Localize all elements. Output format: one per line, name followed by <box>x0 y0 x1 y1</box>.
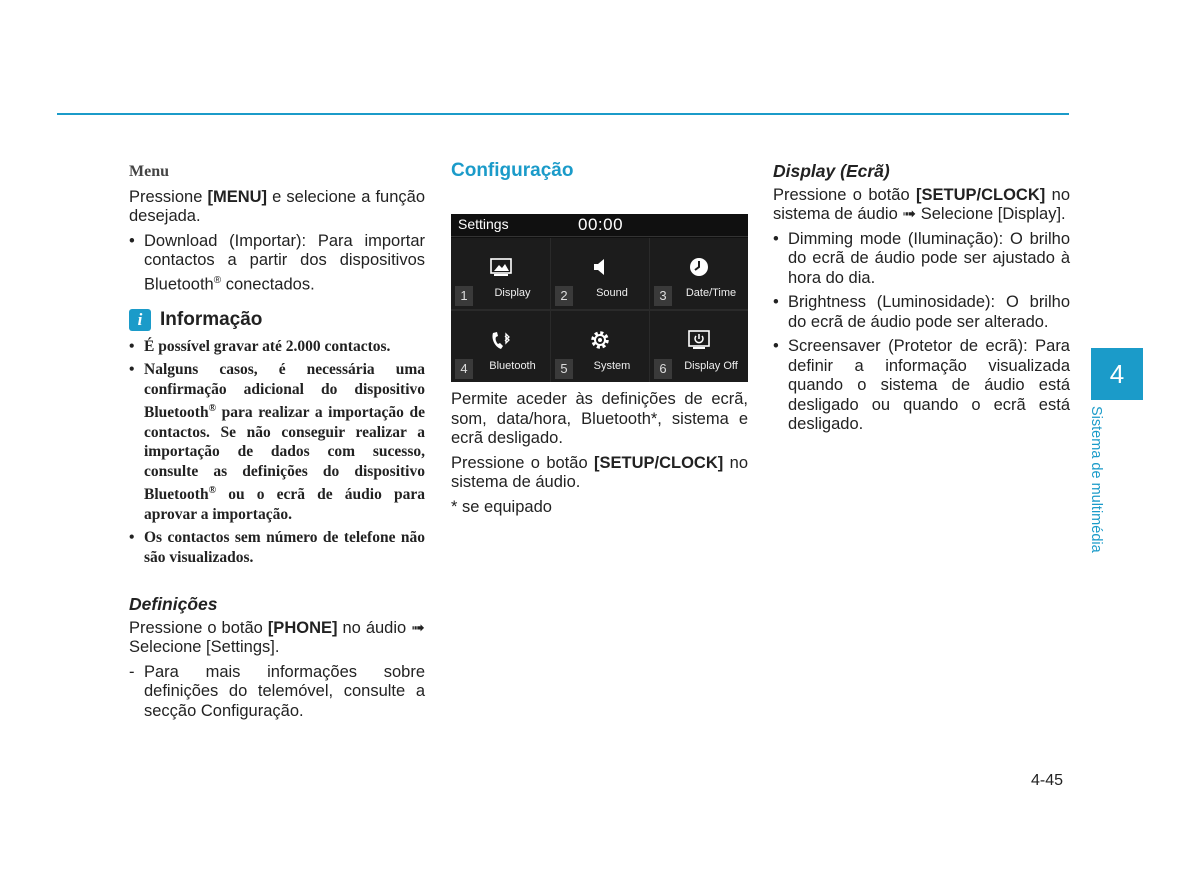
page-number: 4-45 <box>1031 772 1064 789</box>
tile-label: Sound <box>596 286 628 299</box>
tile-sound[interactable] <box>551 238 649 309</box>
chapter-title-vertical <box>1088 406 1122 576</box>
display-off-icon <box>687 329 711 351</box>
clock-icon <box>687 256 711 278</box>
tile-number: 4 <box>455 359 473 379</box>
configuracao-heading: Configuração <box>451 160 574 181</box>
configuracao-description: Permite aceder às definições de ecrã, som, data/hora, Bluetooth*, sistema e ecrã desligado. <box>451 390 748 447</box>
display-bullet: • Dimming mode (Iluminação): O brilho do ecrã de áudio pode ser ajustado à hora do dia. <box>773 230 1070 289</box>
menu-heading: Menu <box>129 163 169 180</box>
menu-paragraph: Pressione [MENU] e selecione a função desejada. <box>129 187 425 225</box>
definicoes-heading: Definições <box>129 594 218 615</box>
menu-bullet: • Download (Importar): Para importar contactos a partir dos dispositivos Bluetooth® conectados. <box>129 232 425 295</box>
tile-label: Bluetooth <box>489 359 536 372</box>
display-instruction: Pressione o botão [SETUP/CLOCK] no sistema de áudio ➟ Selecione [Display]. <box>773 185 1071 223</box>
column-right <box>773 160 1070 440</box>
tile-system[interactable] <box>551 311 649 382</box>
screen-title: Settings <box>458 216 509 233</box>
tile-display-off[interactable] <box>650 311 748 382</box>
settings-screen <box>451 214 748 380</box>
tile-label: System <box>593 359 631 372</box>
tile-number: 1 <box>455 286 473 306</box>
screen-title-bar <box>451 214 748 237</box>
definicoes-paragraph: Pressione o botão [PHONE] no áudio ➟ Selecione [Settings]. <box>129 618 425 657</box>
tile-number: 3 <box>654 286 672 306</box>
tile-display[interactable] <box>451 238 550 309</box>
info-item: • É possível gravar até 2.000 contactos. <box>129 337 425 357</box>
display-bullet: • Screensaver (Protetor de ecrã): Para definir a informação visualizada quando o sistema de áudio está desligado ou quando o ecrã está desligado. <box>773 337 1070 435</box>
column-left <box>129 160 425 726</box>
tile-label: Display Off <box>684 359 738 372</box>
info-title: Informação <box>160 308 263 330</box>
definicoes-dash-item: - Para mais informações sobre definições do telemóvel, consulte a secção Configuração. <box>129 663 425 722</box>
info-item: • Nalguns casos, é necessária uma confirmação adicional do dispositivo Bluetooth® para realizar a importação de contactos. Se não conseguir realizar a importação de dados com sucesso, consulte as definições do dispositivo Bluetooth® ou o ecrã de áudio para aprovar a importação. <box>129 360 425 524</box>
info-header <box>129 309 425 331</box>
display-bullet: • Brightness (Luminosidade): O brilho do ecrã de áudio pode ser alterado. <box>773 293 1070 332</box>
info-list <box>129 337 425 568</box>
tile-label: Date/Time <box>685 286 737 299</box>
speaker-icon <box>588 256 612 278</box>
tile-number: 5 <box>555 359 573 379</box>
tile-bluetooth[interactable] <box>451 311 550 382</box>
bluetooth-phone-icon <box>489 329 513 351</box>
screen-time: 00:00 <box>578 215 624 235</box>
info-item: • Os contactos sem número de telefone não são visualizados. <box>129 528 425 567</box>
tile-date-time[interactable] <box>650 238 748 309</box>
tile-number: 2 <box>555 286 573 306</box>
display-heading: Display (Ecrã) <box>773 161 890 181</box>
configuracao-instruction: Pressione o botão [SETUP/CLOCK] no sistema de áudio. <box>451 453 749 491</box>
tile-label: Display <box>494 286 531 299</box>
settings-tiles <box>451 238 748 382</box>
chapter-title: Sistema de multimédia <box>1088 406 1104 553</box>
top-rule <box>57 113 1069 115</box>
info-icon: i <box>129 309 151 331</box>
tile-number: 6 <box>654 359 672 379</box>
display-icon <box>489 256 513 278</box>
footnote-equipped: * se equipado <box>451 497 552 516</box>
column-middle <box>451 160 748 522</box>
gear-icon <box>588 329 612 351</box>
chapter-number-tab: 4 <box>1091 348 1143 400</box>
